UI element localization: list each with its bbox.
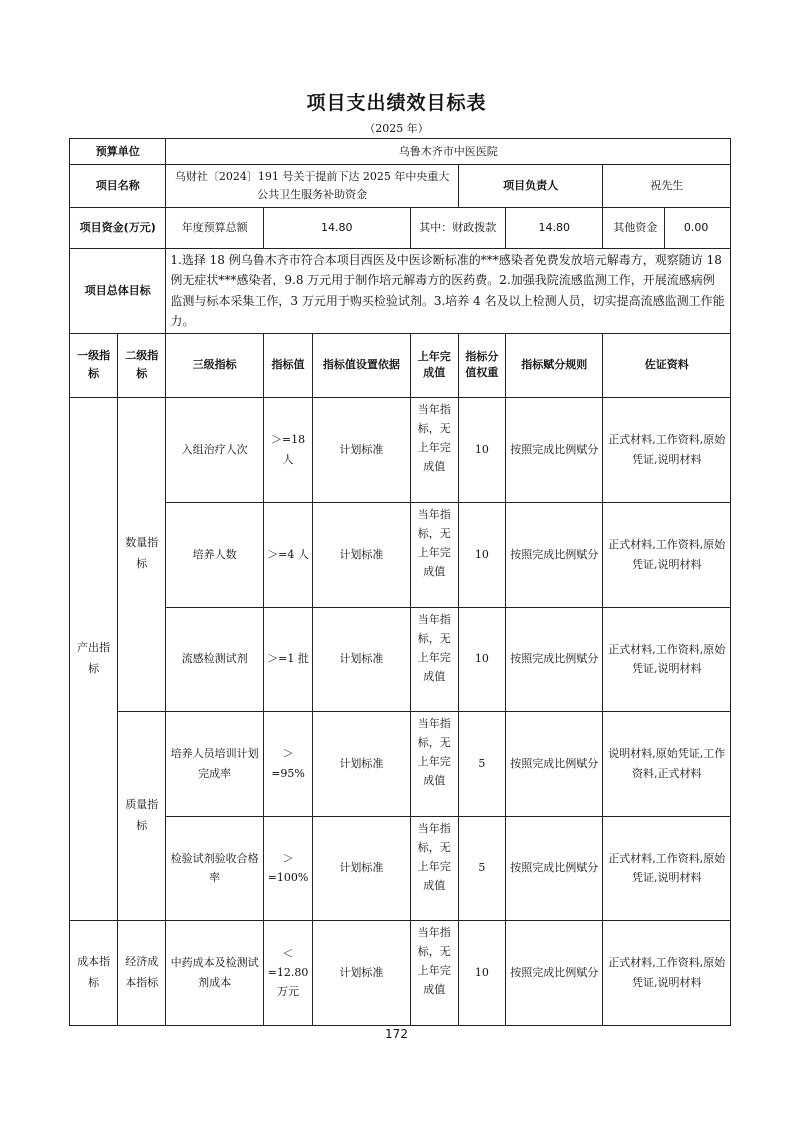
row-rule: 按照完成比例赋分 bbox=[505, 502, 602, 607]
header-level3: 三级指标 bbox=[166, 333, 263, 397]
group-cost: 成本指标 bbox=[70, 920, 118, 1025]
document-year: （2025 年） bbox=[364, 122, 429, 135]
row-value: ＞=1 批 bbox=[263, 607, 312, 711]
other-label: 其他资金 bbox=[613, 221, 658, 235]
header-basis: 指标值设置依据 bbox=[313, 333, 410, 397]
row-rule: 按照完成比例赋分 bbox=[505, 816, 602, 920]
row-basis: 计划标准 bbox=[313, 816, 410, 920]
row-weight: 10 bbox=[458, 502, 505, 607]
row-evidence: 正式材料,工作资料,原始凭证,说明材料 bbox=[603, 816, 731, 920]
row-evidence: 正式材料,工作资料,原始凭证,说明材料 bbox=[603, 502, 731, 607]
header-weight: 指标分值权重 bbox=[458, 333, 505, 397]
row-evidence: 正式材料,工作资料,原始凭证,说明材料 bbox=[603, 607, 731, 711]
header-last-year: 上年完成值 bbox=[410, 333, 458, 397]
row-last-year: 当年指标，无上年完成值 bbox=[410, 711, 458, 816]
row-last-year: 当年指标，无上年完成值 bbox=[410, 607, 458, 711]
row-basis: 计划标准 bbox=[313, 920, 410, 1025]
group-output: 产出指标 bbox=[70, 397, 118, 920]
row-value: ＜=12.80 万元 bbox=[263, 920, 312, 1025]
row-last-year: 当年指标，无上年完成值 bbox=[410, 502, 458, 607]
group-quality: 质量指标 bbox=[118, 711, 166, 920]
page-number: 172 bbox=[385, 1027, 408, 1041]
row-last-year: 当年指标，无上年完成值 bbox=[410, 920, 458, 1025]
finance-label: 其中：财政拨款 bbox=[410, 208, 505, 249]
row-rule: 按照完成比例赋分 bbox=[505, 397, 602, 502]
header-level2: 二级指标 bbox=[118, 333, 166, 397]
group-quantity: 数量指标 bbox=[118, 397, 166, 711]
unit-label: 预算单位 bbox=[70, 139, 166, 165]
row-rule: 按照完成比例赋分 bbox=[505, 607, 602, 711]
row-name: 中药成本及检测试剂成本 bbox=[166, 920, 263, 1025]
unit-value: 乌鲁木齐市中医医院 bbox=[166, 139, 731, 165]
row-last-year: 当年指标，无上年完成值 bbox=[410, 397, 458, 502]
row-weight: 5 bbox=[458, 711, 505, 816]
annual-budget-value: 14.80 bbox=[263, 208, 410, 249]
header-level1: 一级指标 bbox=[70, 333, 118, 397]
row-last-year: 当年指标，无上年完成值 bbox=[410, 816, 458, 920]
row-basis: 计划标准 bbox=[313, 397, 410, 502]
goal-label: 项目总体目标 bbox=[70, 249, 166, 334]
project-name-value: 乌财社〔2024〕191 号关于提前下达 2025 年中央重大公共卫生服务补助资金 bbox=[166, 165, 458, 208]
header-evidence: 佐证资料 bbox=[603, 333, 731, 397]
row-value: ＞=95% bbox=[263, 711, 312, 816]
table-row bbox=[70, 502, 731, 607]
row-name: 入组治疗人次 bbox=[166, 397, 263, 502]
row-basis: 计划标准 bbox=[313, 711, 410, 816]
performance-table bbox=[69, 138, 731, 1026]
finance-value: 14.80 bbox=[505, 208, 602, 249]
group-economic-cost: 经济成本指标 bbox=[118, 920, 166, 1025]
project-name-label: 项目名称 bbox=[70, 165, 166, 208]
row-value: ＞=100% bbox=[263, 816, 312, 920]
owner-label: 项目负责人 bbox=[458, 165, 603, 208]
table-row bbox=[70, 607, 731, 711]
row-basis: 计划标准 bbox=[313, 607, 410, 711]
other-amount: 0.00 bbox=[664, 208, 727, 248]
table-row bbox=[70, 816, 731, 920]
header-rule: 指标赋分规则 bbox=[505, 333, 602, 397]
row-weight: 10 bbox=[458, 607, 505, 711]
row-basis: 计划标准 bbox=[313, 502, 410, 607]
row-weight: 10 bbox=[458, 397, 505, 502]
annual-budget-label: 年度预算总额 bbox=[166, 208, 263, 249]
row-value: ＞=4 人 bbox=[263, 502, 312, 607]
row-evidence: 说明材料,原始凭证,工作资料,正式材料 bbox=[603, 711, 731, 816]
row-name: 培养人数 bbox=[166, 502, 263, 607]
row-evidence: 正式材料,工作资料,原始凭证,说明材料 bbox=[603, 920, 731, 1025]
row-name: 培养人员培训计划完成率 bbox=[166, 711, 263, 816]
table-row bbox=[70, 920, 731, 1025]
row-rule: 按照完成比例赋分 bbox=[505, 711, 602, 816]
row-name: 流感检测试剂 bbox=[166, 607, 263, 711]
row-weight: 10 bbox=[458, 920, 505, 1025]
document-title: 项目支出绩效目标表 bbox=[306, 92, 487, 114]
owner-value: 祝先生 bbox=[603, 165, 731, 208]
row-name: 检验试剂验收合格率 bbox=[166, 816, 263, 920]
row-weight: 5 bbox=[458, 816, 505, 920]
row-rule: 按照完成比例赋分 bbox=[505, 920, 602, 1025]
table-row bbox=[70, 397, 731, 502]
other-value bbox=[603, 208, 731, 249]
goal-text: 1.选择 18 例乌鲁木齐市符合本项目西医及中医诊断标准的***感染者免费发放培元解毒方，观察随访 18 例无症状***感染者，9.8 万元用于制作培元解毒方的医药费。2.加强我院流感监测工作，开展流感病例监测与标本采集工作，3 万元用于购买检验试剂。3.培养 4 名及以上检测人员，切实提高流感监测工作能力。 bbox=[166, 249, 731, 334]
table-row bbox=[70, 711, 731, 816]
row-evidence: 正式材料,工作资料,原始凭证,说明材料 bbox=[603, 397, 731, 502]
header-value: 指标值 bbox=[263, 333, 312, 397]
row-value: ＞=18 人 bbox=[263, 397, 312, 502]
funds-label: 项目资金(万元) bbox=[70, 208, 166, 249]
